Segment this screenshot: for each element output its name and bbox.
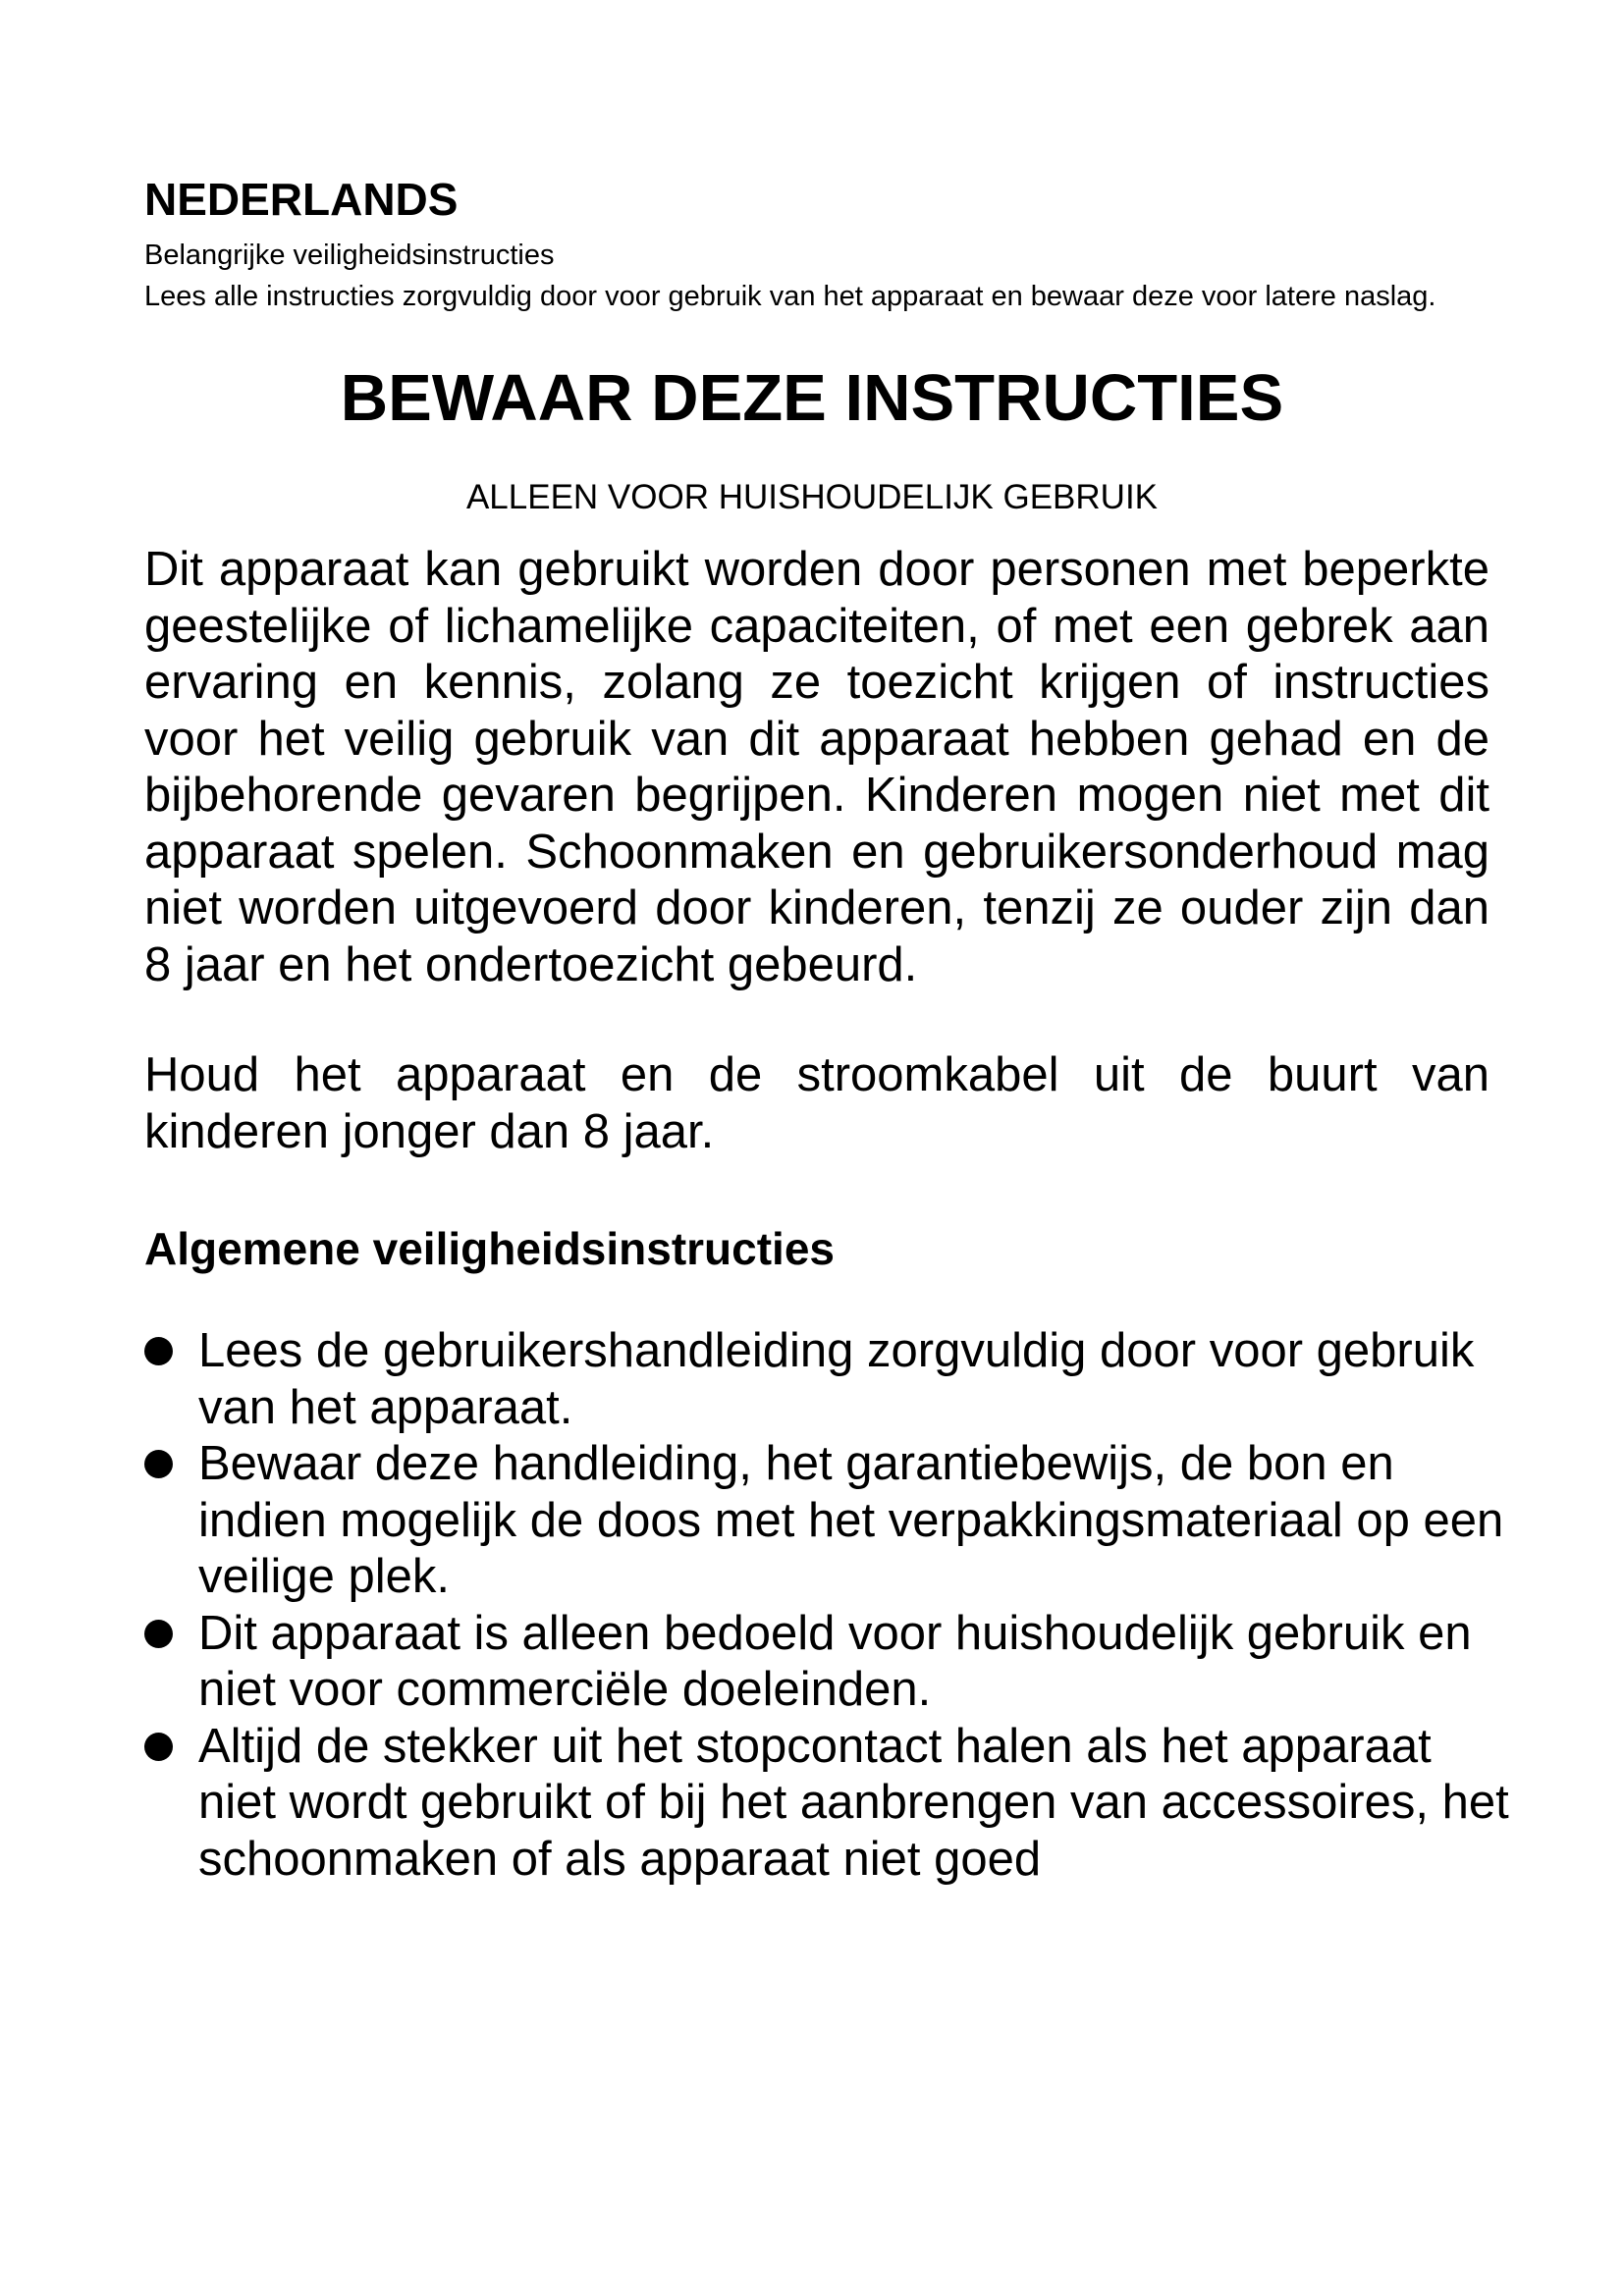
usage-scope: ALLEEN VOOR HUISHOUDELIJK GEBRUIK — [465, 478, 1159, 516]
list-item-text: Bewaar deze handleiding, het garantiebewijs, de bon en indien mogelijk de doos met het verpakkingsmateriaal op een veilige plek. — [198, 1437, 1504, 1603]
page-title: BEWAAR DEZE INSTRUCTIES — [340, 361, 1284, 435]
list-item-text: Altijd de stekker uit het stopcontact halen als het apparaat niet wordt gebruikt of bij het aanbrengen van accessoires, het schoonmaken of als apparaat niet goed — [198, 1719, 1509, 1886]
safety-subtitle: Belangrijke veiligheidsinstructies — [144, 240, 555, 271]
supervision-paragraph: Dit apparaat kan gebruikt worden door personen met beperkte geestelijke of lichamelijke capaciteiten, of met een gebrek aan ervaring en kennis, zolang ze toezicht krijgen of instructies voor het veilig gebruik van dit apparaat hebben gehad en de bijbehorende gevaren begrijpen. Kinderen mogen niet met dit apparaat spelen. Schoonmaken en gebruikersonderhoud mag niet worden uitgevoerd door kinderen, tenzij ze ouder zijn dan 8 jaar en het ondertoezicht gebeurd. — [144, 543, 1489, 991]
bullet-icon — [144, 1620, 173, 1648]
bullet-icon — [144, 1450, 173, 1478]
bullet-icon — [144, 1733, 173, 1761]
section-heading: Algemene veiligheidsinstructies — [144, 1223, 836, 1274]
list-item — [144, 1323, 1519, 1436]
safety-list — [144, 1323, 1519, 1888]
manual-page — [144, 172, 1509, 1888]
list-item — [144, 1436, 1519, 1606]
children-paragraph: Houd het apparaat en de stroomkabel uit de buurt van kinderen jonger dan 8 jaar. — [144, 1048, 1489, 1158]
language-heading: NEDERLANDS — [144, 174, 459, 225]
list-item — [144, 1719, 1519, 1889]
list-item — [144, 1606, 1519, 1719]
list-item-text: Dit apparaat is alleen bedoeld voor huishoudelijk gebruik en niet voor commerciële doeleinden. — [198, 1606, 1472, 1716]
bullet-icon — [144, 1337, 173, 1365]
list-item-text: Lees de gebruikershandleiding zorgvuldig door voor gebruik van het apparaat. — [198, 1324, 1475, 1434]
intro-text: Lees alle instructies zorgvuldig door voor gebruik van het apparaat en bewaar deze voor latere naslag. — [144, 281, 1436, 312]
